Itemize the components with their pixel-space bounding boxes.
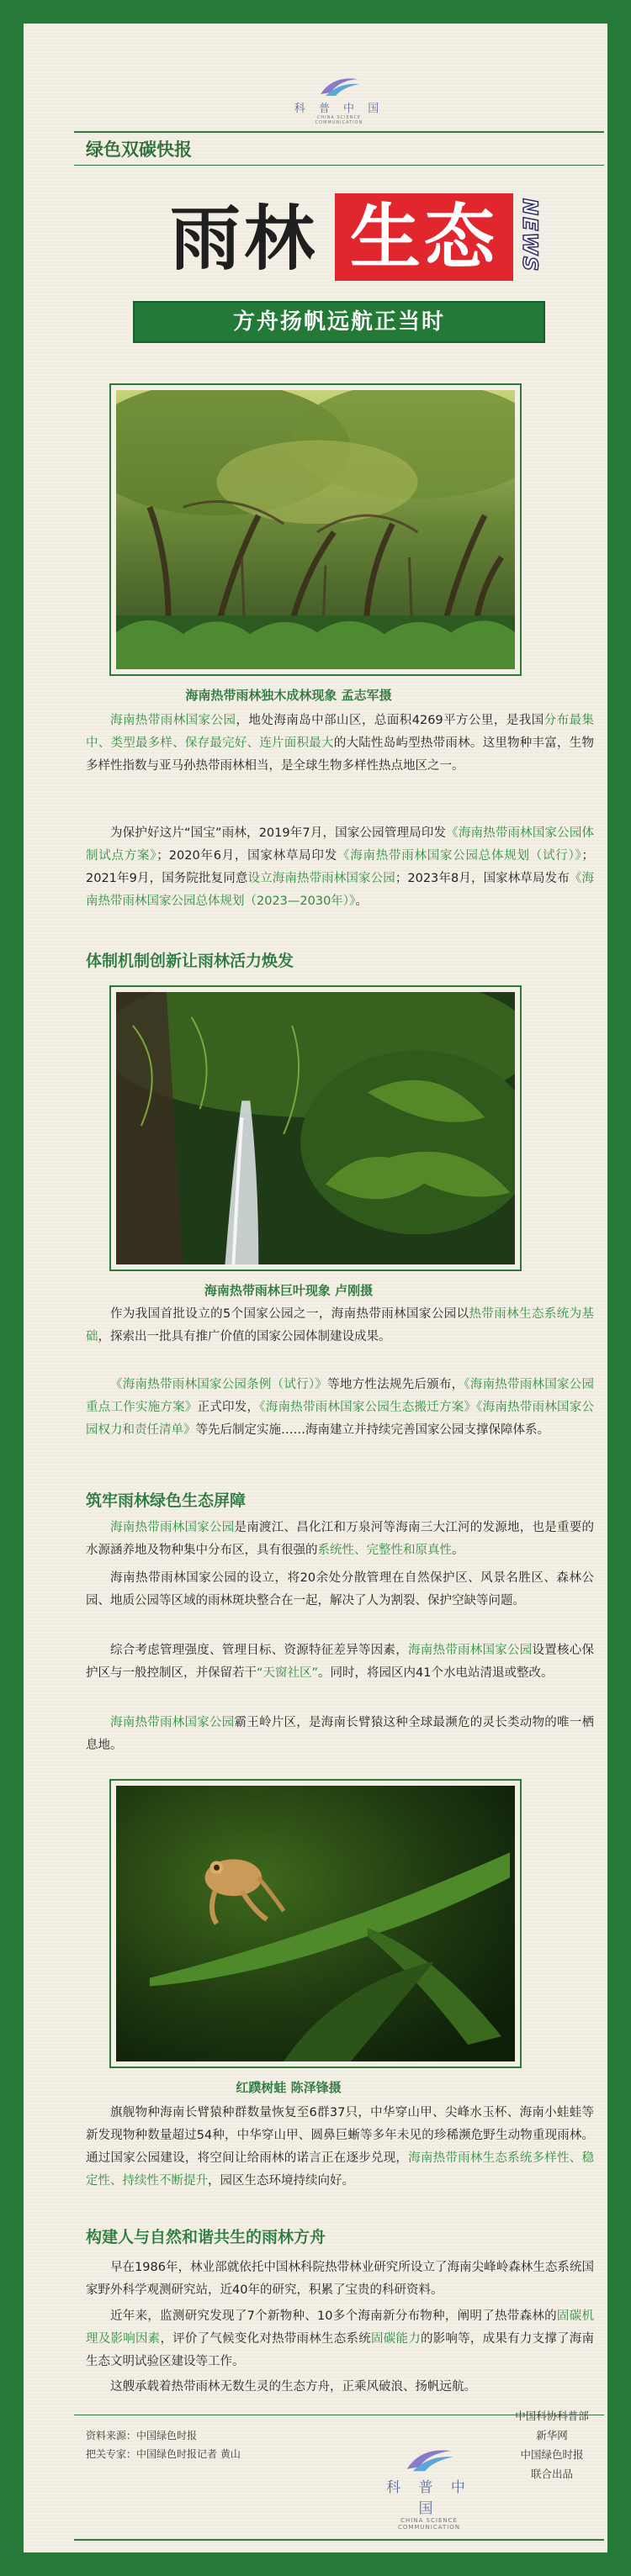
s3-p2-c: ，评价了气候变化对热带雨林生态系统 xyxy=(160,2332,371,2346)
s1-p2-e: 《海南热带雨林国家公园生态搬迁方案》《海南热带雨林国家公园权力和责任清单》 xyxy=(86,1401,595,1437)
s2-p1-d: 。 xyxy=(452,1544,464,1557)
s3-p2-a: 近年来，监测研究发现了7个新物种、10多个海南新分布物种，阐明了热带森林的 xyxy=(110,2309,557,2323)
section2-heading: 筑牢雨林绿色生态屏障 xyxy=(86,1491,247,1510)
masthead-logo-text: 科 普 中 国 xyxy=(294,103,384,115)
footer-logo-text: 科 普 中 国 xyxy=(386,2479,472,2517)
s2-p3-c: 设置核心保护区与一般控制区，并保留若干 xyxy=(86,1644,594,1680)
s2-p4-a: 海南热带雨林国家公园 xyxy=(110,1716,235,1729)
section2-paragraph-3 xyxy=(86,1639,594,1685)
subtitle-banner: 方舟扬帆远航正当时 xyxy=(133,301,545,343)
column-name: 绿色双碳快报 xyxy=(86,140,192,160)
intro-p2-d: 《海南热带雨林国家公园总体规划（试行）》 xyxy=(337,849,582,863)
intro-p1-c: 分布最集中、类型最多样、保存最完好、连片面积最大 xyxy=(86,714,595,750)
s2-p1-c: 系统性、完整性和原真性 xyxy=(317,1544,452,1557)
intro-p2-c: ；2020年6月，国家林草局印发 xyxy=(156,849,337,863)
s2-p3-e: 。同时，将园区内41个水电站清退或整改。 xyxy=(318,1666,554,1680)
title-red-block: 生态 xyxy=(335,193,513,281)
publisher-item: 中国科协科普部 xyxy=(515,2410,589,2422)
section1-paragraph-1 xyxy=(86,1303,594,1349)
intro-paragraph-2 xyxy=(86,822,594,913)
section2-paragraph-5 xyxy=(86,2102,594,2193)
tree-frog-image xyxy=(116,1786,515,2061)
section2-paragraph-2: 海南热带雨林国家公园的设立，将20余处分散管理在自然保护区、风景名胜区、森林公园、地质公园等区域的雨林斑块整合在一起，解决了人为割裂、保护空缺等问题。 xyxy=(86,1571,594,1607)
wave-logo-icon xyxy=(314,74,364,99)
footer-experts: 把关专家：中国绿色时报记者 黄山 xyxy=(86,2448,241,2460)
intro-p2-i: 。 xyxy=(355,895,368,908)
s2-p5-c: ，园区生态环境持续向好。 xyxy=(208,2174,354,2188)
section2-paragraph-1 xyxy=(86,1517,594,1562)
s2-p3-d: “天窗社区” xyxy=(257,1666,319,1680)
s3-p2-d: 固碳能力 xyxy=(370,2332,421,2346)
column-rule xyxy=(74,165,604,166)
intro-p2-g: ；2023年8月，国家林草局发布 xyxy=(395,872,570,885)
section3-paragraph-3: 这艘承载着热带雨林无数生灵的生态方舟，正乘风破浪、扬帆远航。 xyxy=(110,2380,476,2394)
section1-paragraph-2 xyxy=(86,1374,594,1442)
intro-p1-b: ，地处海南岛中部山区，总面积4269平方公里，是我国 xyxy=(236,714,544,727)
top-rule xyxy=(74,131,604,133)
section3-paragraph-1: 早在1986年，林业部就依托中国林科院热带林业研究所设立了海南尖峰岭森林生态系统国家野外科学观测研究站，近40年的研究，积累了宝贵的科研资料。 xyxy=(86,2261,594,2297)
title-black-text: 雨林 xyxy=(170,198,319,280)
s3-p2-b: 固碳机理及影响因素 xyxy=(86,2309,594,2346)
s1-p1-a: 作为我国首批设立的5个国家公园之一，海南热带雨林国家公园以 xyxy=(110,1307,469,1321)
s2-p5-b: 海南热带雨林生态系统多样性、稳定性、持续性不断提升 xyxy=(86,2151,595,2188)
s1-p1-c: ，探索出一批具有推广价值的国家公园体制建设成果。 xyxy=(98,1330,391,1343)
s1-p1-b: 热带雨林生态系统为基础 xyxy=(86,1307,594,1343)
s1-p2-b: 等地方性法规先后颁布， xyxy=(327,1378,464,1391)
footer-logo-subtext: CHINA SCIENCE COMMUNICATION xyxy=(397,2517,461,2531)
s1-p2-a: 《海南热带雨林国家公园条例（试行）》 xyxy=(110,1378,328,1391)
banyan-forest-image xyxy=(116,390,515,669)
intro-paragraph-1 xyxy=(86,710,594,778)
s2-p1-b: 是南渡江、昌化江和万泉河等海南三大江河的发源地，也是重要的水源涵养地及物种集中分布区，具有很强的 xyxy=(86,1521,594,1557)
masthead-logo xyxy=(293,74,385,124)
section2-paragraph-4 xyxy=(86,1712,594,1757)
s1-p2-d: 正式印发， xyxy=(197,1401,260,1414)
masthead-logo-subtext: CHINA SCIENCE COMMUNICATION xyxy=(315,115,363,125)
section3-heading: 构建人与自然和谐共生的雨林方舟 xyxy=(86,2228,326,2246)
photo-giant-leaves xyxy=(109,985,522,1271)
footer-wave-logo-icon xyxy=(395,2445,463,2475)
footer-logo xyxy=(370,2445,488,2531)
intro-p2-h: 《海南热带雨林国家公园总体规划（2023—2030年）》 xyxy=(86,872,594,908)
s2-p4-b: 霸王岭片区，是海南长臂猿这种全球最濒危的灵长类动物的唯一栖息地。 xyxy=(86,1716,594,1752)
publishers-list xyxy=(510,2406,594,2484)
intro-p1-a: 海南热带雨林国家公园 xyxy=(110,714,236,727)
s3-p2-e: 的影响等，成果有力支撑了海南生态文明试验区建设等工作。 xyxy=(86,2332,595,2368)
s1-p2-f: 等先后制定实施……海南建立并持续完善国家公园支撑保障体系。 xyxy=(195,1423,549,1437)
giant-leaves-image xyxy=(116,992,515,1264)
section1-heading: 体制机制创新让雨林活力焕发 xyxy=(86,952,294,970)
s2-p5-a: 旗舰物种海南长臂猿种群数量恢复至6群37只，中华穿山甲、尖峰水玉杯、海南小蛙蛙等新发现物种数量超过54种，中华穿山甲、圆鼻巨蜥等多年未见的珍稀濒危野生动物重现雨林。通过国家公园建设，将空间让给雨林的诺言正在逐步兑现， xyxy=(86,2106,594,2165)
intro-p2-b: 《海南热带雨林国家公园体制试点方案》 xyxy=(86,826,594,863)
s1-p2-c: 《海南热带雨林国家公园重点工作实施方案》 xyxy=(86,1378,595,1414)
s2-p3-a: 综合考虑管理强度、管理目标、资源特征差异等因素， xyxy=(110,1644,408,1657)
publisher-item: 联合出品 xyxy=(530,2468,573,2480)
section3-paragraph-2 xyxy=(86,2305,594,2373)
photo-banyan-forest xyxy=(109,383,522,676)
page-paper xyxy=(24,24,607,2552)
footer-source: 资料来源：中国绿色时报 xyxy=(86,2430,198,2441)
publisher-item: 新华网 xyxy=(536,2429,568,2441)
photo-tree-frog xyxy=(109,1779,522,2068)
intro-p2-f: 设立海南热带雨林国家公园 xyxy=(247,872,395,885)
intro-p2-e: ；2021年9月，国务院批复同意 xyxy=(86,849,595,885)
intro-p1-d: 的大陆性岛屿型热带雨林。这里物种丰富，生物多样性指数与亚马孙热带雨林相当，是全球生物多样性热点地区之一。 xyxy=(86,736,594,773)
bottom-rule xyxy=(74,2539,604,2541)
photo3-caption: 红蹼树蛙 陈泽锋摄 xyxy=(236,2080,342,2095)
photo2-caption: 海南热带雨林巨叶现象 卢刚摄 xyxy=(204,1283,374,1298)
photo1-caption: 海南热带雨林独木成林现象 孟志军摄 xyxy=(185,688,392,703)
news-tag: NEWS xyxy=(518,198,542,273)
intro-p2-a: 为保护好这片“国宝”雨林，2019年7月，国家公园管理局印发 xyxy=(110,826,447,840)
s2-p1-a: 海南热带雨林国家公园 xyxy=(110,1521,235,1534)
publisher-item: 中国绿色时报 xyxy=(520,2448,584,2461)
s2-p3-b: 海南热带雨林国家公园 xyxy=(408,1644,533,1657)
